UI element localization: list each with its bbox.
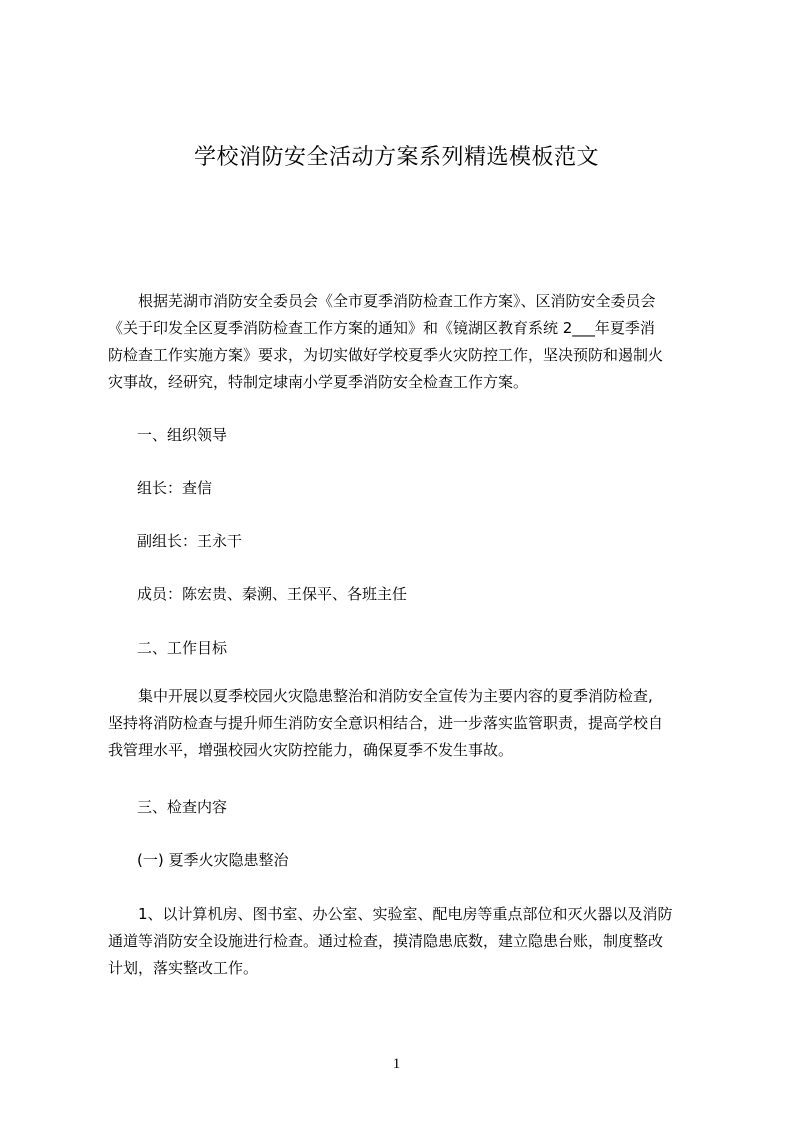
item1-paragraph [108, 901, 698, 982]
paragraph-line: 1、以计算机房、图书室、办公室、实验室、配电房等重点部位和灭火器以及消防 [138, 905, 673, 923]
paragraph-line: 通道等消防安全设施进行检查。通过检查，摸清隐患底数，建立隐患台账，制度整改 [108, 932, 664, 950]
goals-paragraph [108, 683, 698, 764]
leader-line: 组长：查信 [137, 479, 213, 497]
deputy-leader-line: 副组长：王永干 [137, 532, 243, 550]
document-title: 学校消防安全活动方案系列精选模板范文 [193, 145, 599, 170]
paragraph-line: 《关于印发全区夏季消防检查工作方案的通知》和《镜湖区教育系统 2___年夏季消 [108, 319, 655, 337]
paragraph-line: 根据芜湖市消防安全委员会《全市夏季消防检查工作方案》、区消防安全委员会 [138, 292, 656, 310]
paragraph-line: 灾事故，经研究，特制定埭南小学夏季消防安全检查工作方案。 [108, 373, 529, 391]
paragraph-line: 防检查工作实施方案》要求，为切实做好学校夏季火灾防控工作，坚决预防和遏制火 [108, 346, 664, 364]
section-heading-content: 三、检查内容 [137, 798, 228, 816]
paragraph-line: 我管理水平，增强校园火灾防控能力，确保夏季不发生事故。 [108, 741, 514, 759]
section-heading-goals: 二、工作目标 [137, 639, 228, 657]
members-line: 成员：陈宏贵、秦溯、王保平、各班主任 [137, 585, 408, 603]
intro-paragraph [108, 288, 698, 396]
paragraph-line: 集中开展以夏季校园火灾隐患整治和消防安全宣传为主要内容的夏季消防检查, [138, 687, 653, 705]
paragraph-line: 计划，落实整改工作。 [108, 959, 259, 977]
subsection-heading-hazards: (一) 夏季火灾隐患整治 [137, 851, 289, 869]
section-heading-organization: 一、组织领导 [137, 426, 228, 444]
page-number: 1 [392, 1056, 401, 1072]
paragraph-line: 坚持将消防检查与提升师生消防安全意识相结合，进一步落实监管职责，提高学校自 [108, 714, 664, 732]
